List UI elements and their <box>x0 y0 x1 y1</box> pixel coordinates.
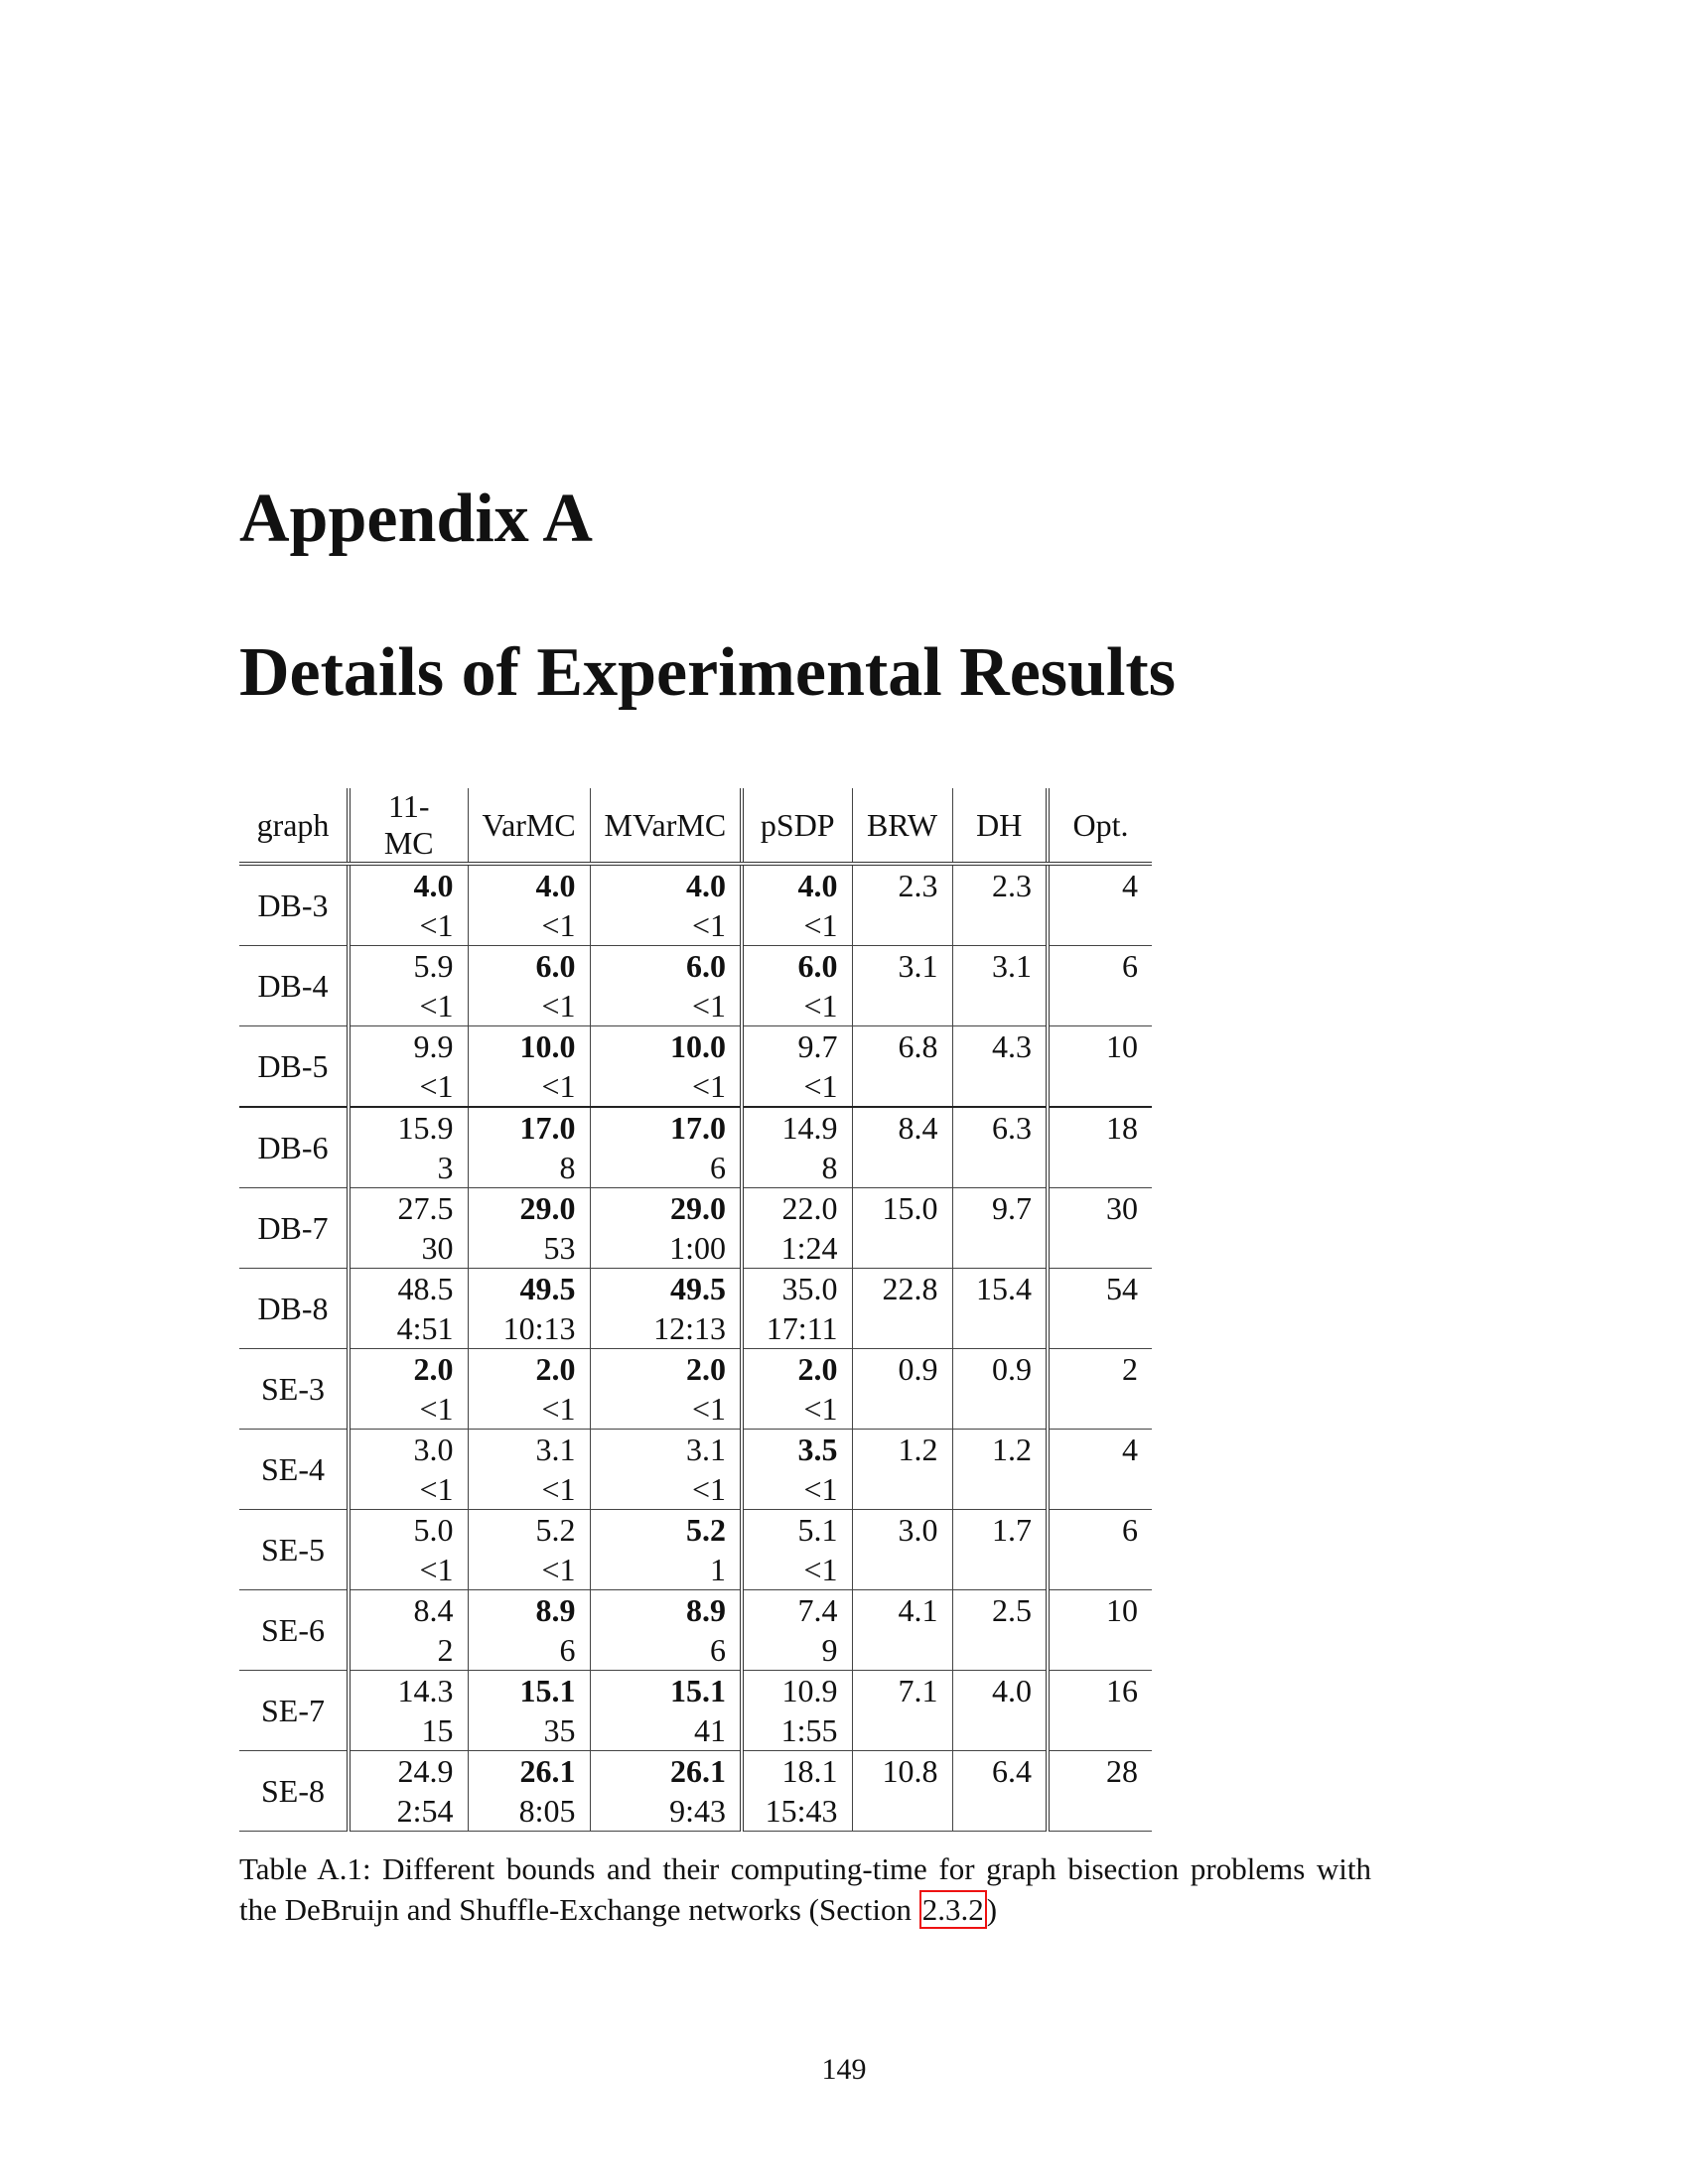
cell-varmc <box>468 1349 590 1430</box>
cell-varmc <box>468 1671 590 1751</box>
bound-value: 10.0 <box>670 1028 726 1064</box>
cell-11-mc <box>349 1590 468 1671</box>
bound-value: 18.1 <box>781 1753 838 1789</box>
cell-graph: DB-5 <box>239 1026 349 1108</box>
computing-time: <1 <box>803 1552 838 1587</box>
header-brw: BRW <box>852 788 952 864</box>
cell-graph: DB-4 <box>239 946 349 1026</box>
bound-value: 6.0 <box>535 948 576 984</box>
cell-varmc <box>468 864 590 946</box>
table-row <box>239 946 1152 1026</box>
cell-11-mc <box>349 1349 468 1430</box>
header-dh: DH <box>952 788 1048 864</box>
computing-time: <1 <box>541 1471 576 1507</box>
cell-varmc <box>468 1269 590 1349</box>
bound-value: 5.2 <box>686 1512 726 1548</box>
cell-dh: 1.2 <box>952 1430 1048 1510</box>
computing-time: <1 <box>691 907 726 943</box>
cell-brw: 2.3 <box>852 864 952 946</box>
cell-brw: 7.1 <box>852 1671 952 1751</box>
table-caption <box>239 1848 1371 1930</box>
bound-value: 22.0 <box>781 1190 838 1226</box>
caption-end: ) <box>986 1892 998 1927</box>
cell-psdp <box>742 1188 852 1269</box>
computing-time: 6 <box>559 1632 576 1668</box>
cell-opt: 30 <box>1048 1188 1152 1269</box>
cell-dh: 15.4 <box>952 1269 1048 1349</box>
header-opt: Opt. <box>1048 788 1152 864</box>
bound-value: 48.5 <box>397 1271 454 1306</box>
computing-time: <1 <box>541 1391 576 1427</box>
table-header-row <box>239 788 1152 864</box>
header-11-mc: 11-MC <box>349 788 468 864</box>
cell-varmc <box>468 1751 590 1832</box>
cell-mvarmc <box>590 1590 742 1671</box>
bound-value: 2.0 <box>797 1351 838 1387</box>
bound-value: 6.0 <box>686 948 726 984</box>
bound-value: 5.9 <box>413 948 454 984</box>
cell-brw: 3.0 <box>852 1510 952 1590</box>
table-row <box>239 1188 1152 1269</box>
cell-varmc <box>468 1188 590 1269</box>
cell-mvarmc <box>590 946 742 1026</box>
cell-graph: DB-3 <box>239 864 349 946</box>
cell-graph: SE-3 <box>239 1349 349 1430</box>
cell-brw: 10.8 <box>852 1751 952 1832</box>
cell-psdp <box>742 1751 852 1832</box>
cell-dh: 9.7 <box>952 1188 1048 1269</box>
cell-mvarmc <box>590 1026 742 1108</box>
bound-value: 15.1 <box>519 1673 576 1708</box>
computing-time: 1:55 <box>780 1712 838 1748</box>
cell-mvarmc <box>590 1751 742 1832</box>
bound-value: 27.5 <box>397 1190 454 1226</box>
bound-value: 24.9 <box>397 1753 454 1789</box>
appendix-label: Appendix A <box>239 480 593 557</box>
bound-value: 2.0 <box>535 1351 576 1387</box>
cell-mvarmc <box>590 1107 742 1188</box>
computing-time: 1 <box>710 1552 726 1587</box>
cell-psdp <box>742 946 852 1026</box>
bound-value: 3.0 <box>413 1432 454 1467</box>
table-row <box>239 864 1152 946</box>
section-reference-link[interactable]: 2.3.2 <box>919 1890 987 1929</box>
bound-value: 17.0 <box>670 1110 726 1146</box>
bound-value: 3.1 <box>535 1432 576 1467</box>
computing-time: <1 <box>803 1068 838 1104</box>
bound-value: 10.0 <box>519 1028 576 1064</box>
computing-time: 1:24 <box>780 1230 838 1266</box>
cell-mvarmc <box>590 1349 742 1430</box>
computing-time: <1 <box>541 1552 576 1587</box>
computing-time: 2:54 <box>396 1793 454 1829</box>
cell-brw: 22.8 <box>852 1269 952 1349</box>
cell-brw: 0.9 <box>852 1349 952 1430</box>
cell-psdp <box>742 1026 852 1108</box>
computing-time: <1 <box>803 907 838 943</box>
computing-time: <1 <box>691 988 726 1024</box>
computing-time: 17:11 <box>766 1310 838 1346</box>
cell-varmc <box>468 1026 590 1108</box>
bound-value: 10.9 <box>781 1673 838 1708</box>
computing-time: 4:51 <box>396 1310 454 1346</box>
computing-time: <1 <box>803 1391 838 1427</box>
table-row <box>239 1107 1152 1188</box>
cell-opt: 4 <box>1048 864 1152 946</box>
computing-time: 15 <box>421 1712 454 1748</box>
cell-graph: SE-8 <box>239 1751 349 1832</box>
cell-graph: SE-6 <box>239 1590 349 1671</box>
cell-opt: 28 <box>1048 1751 1152 1832</box>
bound-value: 2.0 <box>413 1351 454 1387</box>
table-body <box>239 864 1152 1832</box>
computing-time: 35 <box>543 1712 576 1748</box>
cell-dh: 6.4 <box>952 1751 1048 1832</box>
caption-text: Table A.1: Different bounds and their computing-time for graph bisection problems with the DeBruijn and Shuffle-Exchange networks (Section <box>239 1851 1371 1927</box>
computing-time: <1 <box>691 1068 726 1104</box>
computing-time: 6 <box>710 1632 726 1668</box>
bound-value: 8.4 <box>413 1592 454 1628</box>
results-table <box>239 788 1152 1832</box>
computing-time: <1 <box>419 1471 454 1507</box>
cell-opt: 4 <box>1048 1430 1152 1510</box>
cell-psdp <box>742 864 852 946</box>
header-graph: graph <box>239 788 349 864</box>
cell-brw: 1.2 <box>852 1430 952 1510</box>
computing-time: 41 <box>694 1712 726 1748</box>
computing-time: <1 <box>541 988 576 1024</box>
bound-value: 26.1 <box>670 1753 726 1789</box>
cell-11-mc <box>349 864 468 946</box>
table-row <box>239 1590 1152 1671</box>
cell-mvarmc <box>590 1510 742 1590</box>
cell-graph: SE-4 <box>239 1430 349 1510</box>
computing-time: 12:13 <box>653 1310 726 1346</box>
table-row <box>239 1671 1152 1751</box>
header-varmc: VarMC <box>468 788 590 864</box>
cell-11-mc <box>349 1026 468 1108</box>
computing-time: 8 <box>821 1150 838 1185</box>
computing-time: 9 <box>821 1632 838 1668</box>
cell-brw: 15.0 <box>852 1188 952 1269</box>
chapter-title: Details of Experimental Results <box>239 634 1176 711</box>
cell-brw: 8.4 <box>852 1107 952 1188</box>
bound-value: 26.1 <box>519 1753 576 1789</box>
cell-opt: 6 <box>1048 946 1152 1026</box>
bound-value: 29.0 <box>519 1190 576 1226</box>
computing-time: 53 <box>543 1230 576 1266</box>
cell-varmc <box>468 1107 590 1188</box>
computing-time: 9:43 <box>669 1793 726 1829</box>
cell-dh: 3.1 <box>952 946 1048 1026</box>
bound-value: 17.0 <box>519 1110 576 1146</box>
cell-11-mc <box>349 1188 468 1269</box>
bound-value: 8.9 <box>686 1592 726 1628</box>
computing-time: <1 <box>803 988 838 1024</box>
bound-value: 4.0 <box>686 868 726 903</box>
computing-time: 1:00 <box>669 1230 726 1266</box>
bound-value: 35.0 <box>781 1271 838 1306</box>
cell-dh: 4.0 <box>952 1671 1048 1751</box>
cell-opt: 16 <box>1048 1671 1152 1751</box>
computing-time: 30 <box>421 1230 454 1266</box>
cell-graph: SE-5 <box>239 1510 349 1590</box>
cell-dh: 1.7 <box>952 1510 1048 1590</box>
cell-brw: 3.1 <box>852 946 952 1026</box>
bound-value: 3.5 <box>797 1432 838 1467</box>
header-mvarmc: MVarMC <box>590 788 742 864</box>
cell-graph: DB-6 <box>239 1107 349 1188</box>
computing-time: 15:43 <box>765 1793 838 1829</box>
header-psdp: pSDP <box>742 788 852 864</box>
page-number: 149 <box>821 2053 867 2086</box>
cell-11-mc <box>349 1510 468 1590</box>
cell-11-mc <box>349 946 468 1026</box>
cell-psdp <box>742 1430 852 1510</box>
cell-11-mc <box>349 1430 468 1510</box>
bound-value: 8.9 <box>535 1592 576 1628</box>
bound-value: 6.0 <box>797 948 838 984</box>
cell-dh: 2.3 <box>952 864 1048 946</box>
cell-dh: 0.9 <box>952 1349 1048 1430</box>
computing-time: <1 <box>419 907 454 943</box>
cell-mvarmc <box>590 1671 742 1751</box>
table-row <box>239 1751 1152 1832</box>
computing-time: <1 <box>419 1391 454 1427</box>
cell-11-mc <box>349 1671 468 1751</box>
bound-value: 4.0 <box>797 868 838 903</box>
cell-opt: 10 <box>1048 1026 1152 1108</box>
bound-value: 9.9 <box>413 1028 454 1064</box>
cell-psdp <box>742 1349 852 1430</box>
bound-value: 9.7 <box>797 1028 838 1064</box>
bound-value: 5.0 <box>413 1512 454 1548</box>
cell-mvarmc <box>590 1430 742 1510</box>
cell-dh: 6.3 <box>952 1107 1048 1188</box>
cell-mvarmc <box>590 864 742 946</box>
computing-time: <1 <box>803 1471 838 1507</box>
cell-psdp <box>742 1671 852 1751</box>
cell-varmc <box>468 1590 590 1671</box>
bound-value: 3.1 <box>686 1432 726 1467</box>
table-row <box>239 1510 1152 1590</box>
cell-opt: 2 <box>1048 1349 1152 1430</box>
cell-dh: 2.5 <box>952 1590 1048 1671</box>
bound-value: 15.1 <box>670 1673 726 1708</box>
cell-mvarmc <box>590 1269 742 1349</box>
cell-mvarmc <box>590 1188 742 1269</box>
cell-graph: SE-7 <box>239 1671 349 1751</box>
cell-psdp <box>742 1269 852 1349</box>
table-row <box>239 1269 1152 1349</box>
bound-value: 29.0 <box>670 1190 726 1226</box>
bound-value: 14.9 <box>781 1110 838 1146</box>
cell-varmc <box>468 946 590 1026</box>
computing-time: <1 <box>419 1068 454 1104</box>
bound-value: 14.3 <box>397 1673 454 1708</box>
cell-opt: 54 <box>1048 1269 1152 1349</box>
computing-time: <1 <box>541 1068 576 1104</box>
bound-value: 4.0 <box>413 868 454 903</box>
cell-graph: DB-8 <box>239 1269 349 1349</box>
bound-value: 5.2 <box>535 1512 576 1548</box>
cell-psdp <box>742 1510 852 1590</box>
cell-dh: 4.3 <box>952 1026 1048 1108</box>
bound-value: 49.5 <box>519 1271 576 1306</box>
computing-time: <1 <box>541 907 576 943</box>
computing-time: <1 <box>691 1471 726 1507</box>
computing-time: 8:05 <box>518 1793 576 1829</box>
table-row <box>239 1026 1152 1108</box>
cell-11-mc <box>349 1107 468 1188</box>
bound-value: 7.4 <box>797 1592 838 1628</box>
bound-value: 2.0 <box>686 1351 726 1387</box>
cell-varmc <box>468 1430 590 1510</box>
bound-value: 15.9 <box>397 1110 454 1146</box>
computing-time: <1 <box>691 1391 726 1427</box>
computing-time: <1 <box>419 1552 454 1587</box>
bound-value: 49.5 <box>670 1271 726 1306</box>
cell-psdp <box>742 1107 852 1188</box>
cell-psdp <box>742 1590 852 1671</box>
table-row <box>239 1349 1152 1430</box>
computing-time: 10:13 <box>502 1310 576 1346</box>
computing-time: 3 <box>437 1150 454 1185</box>
computing-time: 2 <box>437 1632 454 1668</box>
cell-brw: 4.1 <box>852 1590 952 1671</box>
computing-time: <1 <box>419 988 454 1024</box>
bound-value: 5.1 <box>797 1512 838 1548</box>
computing-time: 8 <box>559 1150 576 1185</box>
cell-opt: 10 <box>1048 1590 1152 1671</box>
bound-value: 4.0 <box>535 868 576 903</box>
table-row <box>239 1430 1152 1510</box>
cell-graph: DB-7 <box>239 1188 349 1269</box>
cell-opt: 18 <box>1048 1107 1152 1188</box>
cell-varmc <box>468 1510 590 1590</box>
cell-11-mc <box>349 1751 468 1832</box>
computing-time: 6 <box>710 1150 726 1185</box>
cell-opt: 6 <box>1048 1510 1152 1590</box>
cell-brw: 6.8 <box>852 1026 952 1108</box>
cell-11-mc <box>349 1269 468 1349</box>
